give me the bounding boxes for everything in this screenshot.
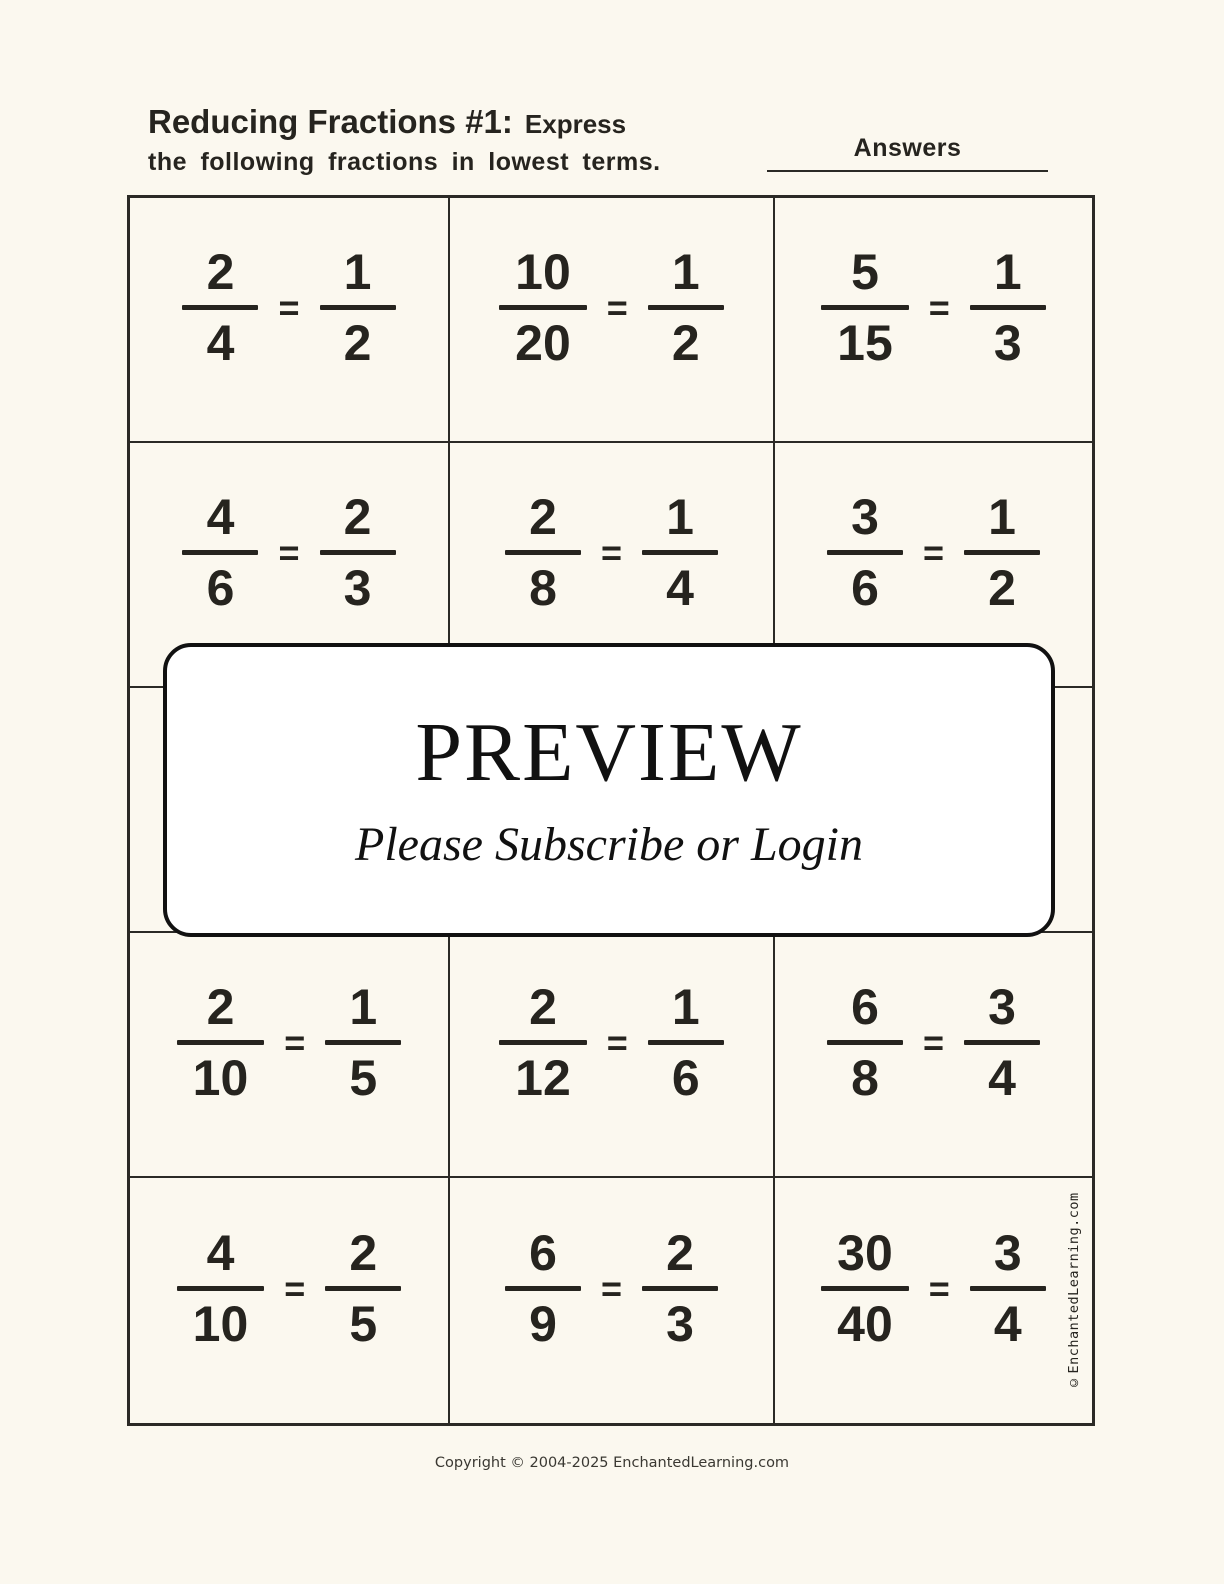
denominator: 4 [206, 315, 235, 371]
answer-denominator: 2 [988, 560, 1016, 616]
answers-header [767, 134, 1048, 172]
fraction-bar [970, 1286, 1046, 1291]
fraction-equation [821, 1225, 1046, 1352]
fraction-bar [325, 1286, 401, 1291]
numerator: 4 [206, 489, 235, 545]
fraction-bar [325, 1040, 401, 1045]
page-instruction: the following fractions in lowest terms. [148, 148, 661, 177]
header-line1 [148, 104, 808, 140]
answer-denominator: 2 [343, 315, 372, 371]
equals-sign: = [606, 1021, 628, 1063]
answer-numerator: 1 [988, 489, 1016, 545]
numerator: 6 [851, 979, 879, 1035]
fraction-equation [177, 979, 402, 1106]
fraction-cell [130, 933, 450, 1178]
answer-denominator: 3 [993, 315, 1022, 371]
answer-numerator: 1 [343, 244, 372, 300]
numerator: 10 [515, 244, 571, 300]
answer-numerator: 2 [349, 1225, 378, 1281]
equals-sign: = [600, 1267, 623, 1309]
side-credit-text: ©EnchantedLearning.com [1066, 1192, 1082, 1390]
fraction-bar [182, 305, 258, 310]
fraction-cell [130, 198, 450, 443]
numerator: 2 [206, 979, 235, 1035]
fraction-cell [450, 198, 775, 443]
original-fraction [182, 489, 258, 616]
answer-numerator: 1 [349, 979, 378, 1035]
fraction-bar [964, 550, 1040, 555]
denominator: 8 [529, 560, 557, 616]
preview-overlay[interactable] [163, 643, 1055, 937]
original-fraction [821, 244, 909, 371]
denominator: 15 [837, 315, 893, 371]
fraction-bar [648, 305, 724, 310]
fraction-equation [182, 244, 395, 371]
fraction-equation [177, 1225, 402, 1352]
fraction-bar [970, 305, 1046, 310]
answer-numerator: 3 [993, 1225, 1022, 1281]
answer-numerator: 1 [666, 489, 694, 545]
denominator: 10 [192, 1050, 249, 1106]
fraction-bar [499, 305, 587, 310]
equals-sign: = [600, 531, 623, 573]
answer-denominator: 5 [349, 1050, 378, 1106]
original-fraction [505, 1225, 581, 1352]
answers-label: Answers [853, 134, 962, 162]
equals-sign: = [922, 531, 945, 573]
copyright-footer: Copyright © 2004-2025 EnchantedLearning.com [434, 1455, 790, 1471]
fraction-equation [505, 489, 718, 616]
fraction-equation [182, 489, 395, 616]
denominator: 40 [837, 1296, 893, 1352]
fraction-bar [648, 1040, 724, 1045]
answer-denominator: 5 [349, 1296, 378, 1352]
fraction-bar [821, 1286, 909, 1291]
denominator: 9 [529, 1296, 557, 1352]
answer-denominator: 4 [993, 1296, 1022, 1352]
fraction-equation [827, 979, 1040, 1106]
equals-sign: = [922, 1021, 945, 1063]
fraction-cell [450, 933, 775, 1178]
fraction-bar [827, 550, 903, 555]
answer-denominator: 4 [988, 1050, 1016, 1106]
answer-denominator: 2 [671, 315, 700, 371]
fraction-bar [177, 1286, 265, 1291]
original-fraction [821, 1225, 909, 1352]
preview-title: PREVIEW [415, 706, 803, 799]
reduced-fraction [648, 979, 724, 1106]
fraction-equation [505, 1225, 718, 1352]
reduced-fraction [970, 1225, 1046, 1352]
reduced-fraction [964, 489, 1040, 616]
worksheet-header [148, 104, 808, 177]
equals-sign: = [278, 286, 300, 328]
denominator: 10 [192, 1296, 249, 1352]
original-fraction [827, 979, 903, 1106]
original-fraction [499, 244, 587, 371]
fraction-cell [775, 933, 1092, 1178]
fraction-bar [499, 1040, 587, 1045]
reduced-fraction [964, 979, 1040, 1106]
reduced-fraction [325, 1225, 401, 1352]
fraction-bar [821, 305, 909, 310]
denominator: 20 [515, 315, 571, 371]
reduced-fraction [648, 244, 724, 371]
equals-sign: = [284, 1267, 306, 1309]
original-fraction [505, 489, 581, 616]
original-fraction [177, 1225, 265, 1352]
fraction-equation [821, 244, 1046, 371]
fraction-bar [177, 1040, 265, 1045]
answer-numerator: 1 [671, 244, 700, 300]
equals-sign: = [278, 531, 300, 573]
numerator: 6 [529, 1225, 557, 1281]
denominator: 12 [515, 1050, 571, 1106]
numerator: 3 [851, 489, 879, 545]
page-title-instruction-start: Express [524, 109, 627, 139]
answer-numerator: 2 [343, 489, 372, 545]
reduced-fraction [970, 244, 1046, 371]
numerator: 30 [837, 1225, 893, 1281]
answer-denominator: 4 [666, 560, 694, 616]
answer-denominator: 3 [666, 1296, 694, 1352]
fraction-cell [450, 1178, 775, 1423]
equals-sign: = [928, 286, 950, 328]
original-fraction [182, 244, 258, 371]
fraction-bar [182, 550, 258, 555]
fraction-bar [964, 1040, 1040, 1045]
denominator: 6 [851, 560, 879, 616]
fraction-bar [827, 1040, 903, 1045]
answer-numerator: 3 [988, 979, 1016, 1035]
reduced-fraction [320, 244, 396, 371]
numerator: 4 [206, 1225, 235, 1281]
reduced-fraction [642, 1225, 718, 1352]
fraction-bar [505, 550, 581, 555]
equals-sign: = [928, 1267, 950, 1309]
fraction-bar [642, 1286, 718, 1291]
fraction-cell [775, 1178, 1092, 1423]
fraction-cell [130, 1178, 450, 1423]
equals-sign: = [284, 1021, 306, 1063]
numerator: 2 [529, 979, 557, 1035]
denominator: 8 [851, 1050, 879, 1106]
denominator: 6 [206, 560, 235, 616]
fraction-bar [320, 550, 396, 555]
answer-denominator: 6 [671, 1050, 700, 1106]
reduced-fraction [325, 979, 401, 1106]
fraction-bar [320, 305, 396, 310]
answer-numerator: 1 [671, 979, 700, 1035]
page-title: Reducing Fractions #1: [148, 103, 513, 140]
original-fraction [177, 979, 265, 1106]
fraction-equation [827, 489, 1040, 616]
answer-denominator: 3 [343, 560, 372, 616]
numerator: 5 [851, 244, 879, 300]
reduced-fraction [642, 489, 718, 616]
reduced-fraction [320, 489, 396, 616]
answer-numerator: 1 [993, 244, 1022, 300]
numerator: 2 [206, 244, 235, 300]
preview-subscribe-login-text: Please Subscribe or Login [355, 818, 863, 871]
fraction-bar [505, 1286, 581, 1291]
numerator: 2 [529, 489, 557, 545]
original-fraction [827, 489, 903, 616]
equals-sign: = [606, 286, 628, 328]
fraction-cell [775, 198, 1092, 443]
fraction-equation [499, 244, 724, 371]
fraction-bar [642, 550, 718, 555]
answer-numerator: 2 [666, 1225, 694, 1281]
fraction-equation [499, 979, 724, 1106]
original-fraction [499, 979, 587, 1106]
